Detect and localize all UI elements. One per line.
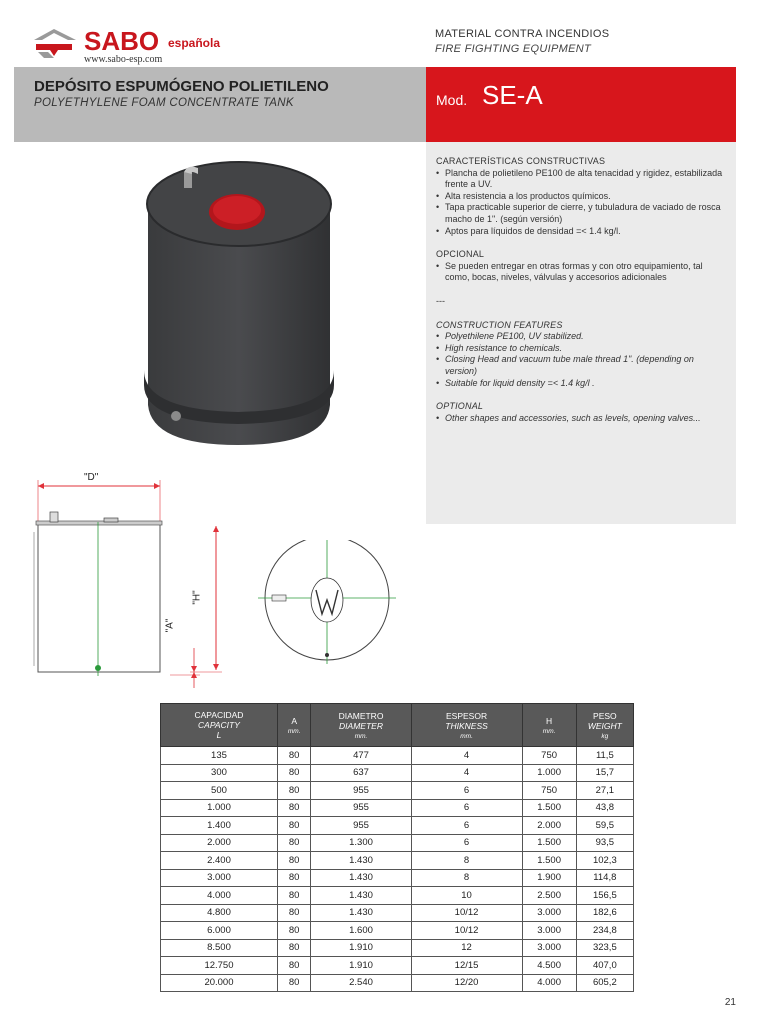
table-cell: 1.430 [311, 869, 411, 887]
optional-es-list [436, 261, 728, 284]
table-cell: 4.000 [161, 887, 278, 905]
optional-en-list [436, 413, 728, 425]
table-row [161, 747, 634, 765]
table-cell: 955 [311, 817, 411, 835]
table-cell: 3.000 [161, 869, 278, 887]
table-cell: 8 [411, 869, 522, 887]
table-row [161, 922, 634, 940]
table-cell: 80 [277, 834, 310, 852]
features-separator: --- [436, 295, 445, 306]
table-cell: 135 [161, 747, 278, 765]
table-cell: 1.430 [311, 904, 411, 922]
table-cell: 10/12 [411, 922, 522, 940]
table-cell: 1.400 [161, 817, 278, 835]
table-cell: 12.750 [161, 957, 278, 975]
brand-url[interactable]: www.sabo-esp.com [84, 54, 163, 65]
features-en-list [436, 331, 728, 389]
table-cell: 59,5 [576, 817, 633, 835]
features-en-heading: CONSTRUCTION FEATURES [436, 319, 563, 330]
list-item: • Other shapes and accessories, such as levels, opening valves... [436, 413, 728, 425]
features-es-heading: CARACTERÍSTICAS CONSTRUCTIVAS [436, 156, 606, 166]
top-view-drawing [258, 540, 396, 664]
table-row [161, 852, 634, 870]
table-row [161, 799, 634, 817]
table-cell: 6.000 [161, 922, 278, 940]
table-cell: 27,1 [576, 782, 633, 800]
header-capacity: CAPACIDAD CAPACITY L [161, 704, 278, 747]
model-value: SE-A [482, 80, 543, 110]
table-row [161, 939, 634, 957]
table-cell: 4.500 [522, 957, 576, 975]
table-cell: 500 [161, 782, 278, 800]
table-cell: 80 [277, 869, 310, 887]
table-row [161, 869, 634, 887]
model-band [426, 67, 736, 142]
header-h: H mm. [522, 704, 576, 747]
table-cell: 1.300 [311, 834, 411, 852]
table-cell: 1.910 [311, 939, 411, 957]
table-row [161, 782, 634, 800]
table-cell: 637 [311, 764, 411, 782]
table-cell: 3.000 [522, 904, 576, 922]
table-cell: 477 [311, 747, 411, 765]
table-cell: 3.000 [522, 939, 576, 957]
list-item: • Aptos para líquidos de densidad =< 1.4 kg/l. [436, 226, 728, 238]
table-cell: 4.000 [522, 974, 576, 992]
table-cell: 156,5 [576, 887, 633, 905]
list-item: • Se pueden entregar en otras formas y con otro equipamiento, tal como, bocas, niveles, válvulas y accesorios adicionales [436, 261, 728, 284]
table-cell: 1.430 [311, 852, 411, 870]
table-header-row [161, 704, 634, 747]
table-cell: 1.500 [522, 799, 576, 817]
table-cell: 80 [277, 922, 310, 940]
table-cell: 407,0 [576, 957, 633, 975]
model-label: Mod. [436, 92, 468, 108]
category-en: FIRE FIGHTING EQUIPMENT [435, 43, 592, 55]
list-item: • Polyethilene PE100, UV stabilized. [436, 331, 728, 343]
table-cell: 300 [161, 764, 278, 782]
table-cell: 2.000 [522, 817, 576, 835]
features-text [436, 156, 728, 424]
table-cell: 4.800 [161, 904, 278, 922]
brand-name: SABO [84, 26, 160, 56]
list-item: • High resistance to chemicals. [436, 343, 728, 355]
table-cell: 11,5 [576, 747, 633, 765]
table-cell: 12/20 [411, 974, 522, 992]
table-cell: 80 [277, 939, 310, 957]
table-cell: 80 [277, 782, 310, 800]
table-cell: 8.500 [161, 939, 278, 957]
table-cell: 10 [411, 887, 522, 905]
table-cell: 2.400 [161, 852, 278, 870]
list-item: • Plancha de polietileno PE100 de alta tenacidad y rigidez, estabilizada frente a UV. [436, 168, 728, 191]
list-item: • Tapa practicable superior de cierre, y tubuladura de vaciado de rosca macho de 1". (según versión) [436, 202, 728, 225]
table-cell: 80 [277, 799, 310, 817]
table-cell: 80 [277, 817, 310, 835]
table-row [161, 957, 634, 975]
table-cell: 6 [411, 834, 522, 852]
sabo-logo-icon [32, 26, 80, 60]
table-cell: 80 [277, 887, 310, 905]
table-row [161, 764, 634, 782]
table-cell: 93,5 [576, 834, 633, 852]
table-cell: 80 [277, 764, 310, 782]
table-cell: 20.000 [161, 974, 278, 992]
optional-en-heading: OPTIONAL [436, 401, 484, 412]
table-cell: 1.430 [311, 887, 411, 905]
header-a: A mm. [277, 704, 310, 747]
dimension-label-h: "H" [191, 590, 203, 605]
features-es-list [436, 168, 728, 238]
title-en: POLYETHYLENE FOAM CONCENTRATE TANK [34, 97, 294, 109]
table-cell: 3.000 [522, 922, 576, 940]
table-row [161, 887, 634, 905]
table-cell: 1.600 [311, 922, 411, 940]
table-cell: 1.500 [522, 834, 576, 852]
dimension-label-a: "A" [164, 618, 176, 633]
table-cell: 4 [411, 747, 522, 765]
optional-es-heading: OPCIONAL [436, 249, 485, 260]
header-diameter: DIAMETRO DIAMETER mm. [311, 704, 411, 747]
brand-suffix: española [168, 36, 221, 50]
table-cell: 2.500 [522, 887, 576, 905]
table-cell: 80 [277, 904, 310, 922]
table-cell: 6 [411, 782, 522, 800]
table-cell: 1.500 [522, 852, 576, 870]
table-cell: 4 [411, 764, 522, 782]
table-cell: 955 [311, 799, 411, 817]
list-item: • Suitable for liquid density =< 1.4 kg/l . [436, 378, 728, 390]
list-item: • Alta resistencia a los productos químicos. [436, 191, 728, 203]
side-elevation-drawing [30, 466, 230, 691]
header-thickness: ESPESOR THIKNESS mm. [411, 704, 522, 747]
table-cell: 80 [277, 852, 310, 870]
dimension-label-d: "D" [84, 472, 99, 483]
table-row [161, 974, 634, 992]
table-cell: 80 [277, 747, 310, 765]
category-es: MATERIAL CONTRA INCENDIOS [435, 28, 610, 40]
table-cell: 8 [411, 852, 522, 870]
table-cell: 12/15 [411, 957, 522, 975]
list-item: • Closing Head and vacuum tube male thread 1". (depending on version) [436, 354, 728, 377]
table-cell: 955 [311, 782, 411, 800]
table-row [161, 904, 634, 922]
title-es: DEPÓSITO ESPUMÓGENO POLIETILENO [34, 78, 329, 95]
table-cell: 6 [411, 817, 522, 835]
table-cell: 43,8 [576, 799, 633, 817]
table-cell: 605,2 [576, 974, 633, 992]
page-number: 21 [724, 997, 736, 1008]
table-row [161, 834, 634, 852]
table-cell: 15,7 [576, 764, 633, 782]
table-cell: 1.900 [522, 869, 576, 887]
table-cell: 6 [411, 799, 522, 817]
table-cell: 1.000 [161, 799, 278, 817]
table-cell: 182,6 [576, 904, 633, 922]
table-cell: 1.000 [522, 764, 576, 782]
table-body [161, 747, 634, 992]
header-weight: PESO WEIGHT kg [576, 704, 633, 747]
table-cell: 12 [411, 939, 522, 957]
table-row [161, 817, 634, 835]
table-cell: 114,8 [576, 869, 633, 887]
tank-product-image [140, 160, 340, 450]
table-cell: 80 [277, 974, 310, 992]
table-cell: 234,8 [576, 922, 633, 940]
table-cell: 80 [277, 957, 310, 975]
table-cell: 102,3 [576, 852, 633, 870]
table-cell: 1.910 [311, 957, 411, 975]
specifications-table [160, 703, 634, 992]
table-cell: 2.540 [311, 974, 411, 992]
table-cell: 10/12 [411, 904, 522, 922]
table-cell: 323,5 [576, 939, 633, 957]
table-cell: 750 [522, 747, 576, 765]
table-cell: 2.000 [161, 834, 278, 852]
table-cell: 750 [522, 782, 576, 800]
